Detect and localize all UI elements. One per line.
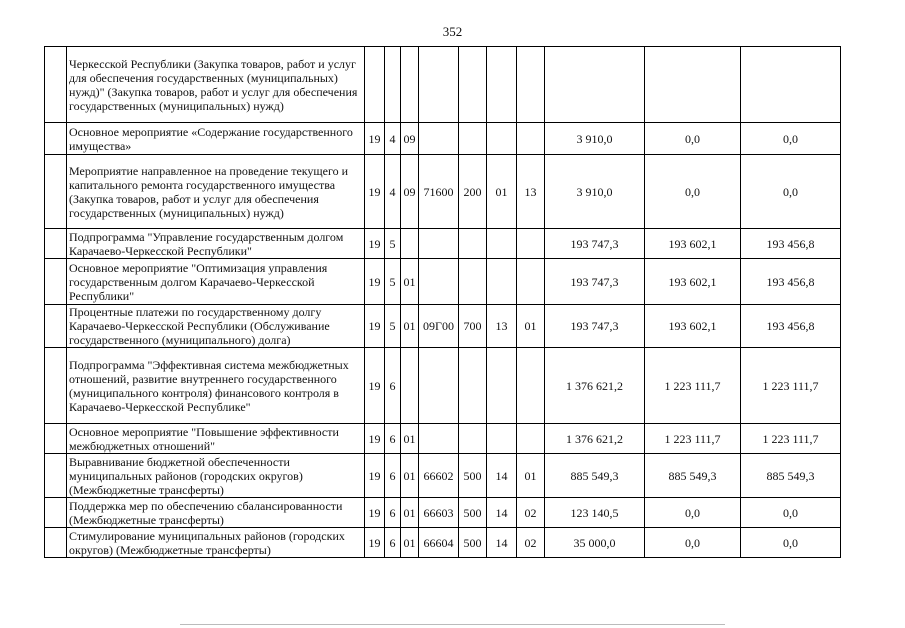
code-subsection-cell: 02 xyxy=(517,528,545,558)
amount-year3-cell: 193 456,8 xyxy=(741,259,841,305)
left-margin-cell xyxy=(45,229,67,259)
left-margin-cell xyxy=(45,348,67,424)
code-expense-type-cell xyxy=(459,348,487,424)
code-gp-cell: 19 xyxy=(365,348,385,424)
amount-year1-cell: 123 140,5 xyxy=(545,498,645,528)
amount-year2-cell: 0,0 xyxy=(645,123,741,155)
table-body xyxy=(45,47,841,558)
code-direction-cell: 66604 xyxy=(419,528,459,558)
left-margin-cell xyxy=(45,47,67,123)
row-name-cell: Основное мероприятие "Оптимизация управления государственным долгом Карачаево-Черкесской Республики" xyxy=(67,259,365,305)
code-section-cell xyxy=(487,424,517,454)
code-gp-cell: 19 xyxy=(365,229,385,259)
code-expense-type-cell xyxy=(459,47,487,123)
code-section-cell xyxy=(487,259,517,305)
code-direction-cell xyxy=(419,229,459,259)
code-main-event-cell: 01 xyxy=(401,528,419,558)
code-section-cell: 13 xyxy=(487,305,517,348)
code-subsection-cell xyxy=(517,348,545,424)
amount-year3-cell: 193 456,8 xyxy=(741,229,841,259)
code-main-event-cell xyxy=(401,348,419,424)
left-margin-cell xyxy=(45,528,67,558)
amount-year2-cell xyxy=(645,47,741,123)
page-number: 352 xyxy=(442,24,463,39)
code-direction-cell: 66602 xyxy=(419,454,459,498)
amount-year3-cell: 885 549,3 xyxy=(741,454,841,498)
code-direction-cell xyxy=(419,47,459,123)
code-gp-cell: 19 xyxy=(365,424,385,454)
code-direction-cell: 71600 xyxy=(419,155,459,229)
amount-year1-cell: 3 910,0 xyxy=(545,155,645,229)
code-gp-cell xyxy=(365,47,385,123)
code-section-cell: 01 xyxy=(487,155,517,229)
code-section-cell xyxy=(487,47,517,123)
code-direction-cell xyxy=(419,348,459,424)
amount-year2-cell: 193 602,1 xyxy=(645,229,741,259)
row-name-cell: Подпрограмма "Эффективная система межбюджетных отношений, развитие внутреннего государственного (муниципального контроля) финансового контроля в Карачаево-Черкесской Республике" xyxy=(67,348,365,424)
code-direction-cell xyxy=(419,123,459,155)
amount-year1-cell: 885 549,3 xyxy=(545,454,645,498)
code-subprogram-cell xyxy=(385,47,401,123)
page-bottom-edge xyxy=(0,620,905,628)
row-name-cell: Стимулирование муниципальных районов (городских округов) (Межбюджетные трансферты) xyxy=(67,528,365,558)
code-section-cell xyxy=(487,229,517,259)
code-expense-type-cell: 200 xyxy=(459,155,487,229)
code-main-event-cell: 01 xyxy=(401,424,419,454)
left-margin-cell xyxy=(45,498,67,528)
code-main-event-cell: 01 xyxy=(401,259,419,305)
code-section-cell: 14 xyxy=(487,528,517,558)
row-name-cell: Основное мероприятие "Повышение эффективности межбюджетных отношений" xyxy=(67,424,365,454)
table-row xyxy=(45,498,841,528)
code-direction-cell xyxy=(419,424,459,454)
code-expense-type-cell xyxy=(459,259,487,305)
table-row xyxy=(45,528,841,558)
code-subprogram-cell: 6 xyxy=(385,454,401,498)
code-gp-cell: 19 xyxy=(365,454,385,498)
budget-table xyxy=(44,46,841,558)
amount-year1-cell: 1 376 621,2 xyxy=(545,348,645,424)
amount-year2-cell: 0,0 xyxy=(645,155,741,229)
table-row xyxy=(45,123,841,155)
code-expense-type-cell: 500 xyxy=(459,454,487,498)
code-subsection-cell: 01 xyxy=(517,305,545,348)
code-subprogram-cell: 4 xyxy=(385,155,401,229)
code-gp-cell: 19 xyxy=(365,498,385,528)
code-expense-type-cell: 700 xyxy=(459,305,487,348)
code-main-event-cell: 09 xyxy=(401,123,419,155)
code-subprogram-cell: 5 xyxy=(385,259,401,305)
row-name-cell: Подпрограмма "Управление государственным долгом Карачаево-Черкесской Республики" xyxy=(67,229,365,259)
code-gp-cell: 19 xyxy=(365,305,385,348)
code-expense-type-cell: 500 xyxy=(459,528,487,558)
amount-year1-cell: 193 747,3 xyxy=(545,259,645,305)
amount-year2-cell: 193 602,1 xyxy=(645,305,741,348)
code-direction-cell: 09Г00 xyxy=(419,305,459,348)
code-expense-type-cell xyxy=(459,424,487,454)
code-expense-type-cell xyxy=(459,123,487,155)
amount-year1-cell: 193 747,3 xyxy=(545,229,645,259)
amount-year3-cell: 0,0 xyxy=(741,528,841,558)
code-subprogram-cell: 6 xyxy=(385,528,401,558)
left-margin-cell xyxy=(45,123,67,155)
code-subsection-cell: 02 xyxy=(517,498,545,528)
code-subprogram-cell: 5 xyxy=(385,305,401,348)
left-margin-cell xyxy=(45,305,67,348)
code-main-event-cell: 01 xyxy=(401,498,419,528)
code-subsection-cell xyxy=(517,424,545,454)
code-main-event-cell: 09 xyxy=(401,155,419,229)
code-subsection-cell xyxy=(517,259,545,305)
code-subsection-cell xyxy=(517,123,545,155)
amount-year3-cell: 0,0 xyxy=(741,123,841,155)
code-subprogram-cell: 6 xyxy=(385,348,401,424)
code-subsection-cell: 13 xyxy=(517,155,545,229)
code-subprogram-cell: 6 xyxy=(385,498,401,528)
code-subprogram-cell: 5 xyxy=(385,229,401,259)
code-gp-cell: 19 xyxy=(365,528,385,558)
amount-year2-cell: 193 602,1 xyxy=(645,259,741,305)
code-direction-cell: 66603 xyxy=(419,498,459,528)
code-expense-type-cell: 500 xyxy=(459,498,487,528)
code-subsection-cell xyxy=(517,229,545,259)
table-row xyxy=(45,259,841,305)
left-margin-cell xyxy=(45,424,67,454)
table-row xyxy=(45,424,841,454)
row-name-cell: Черкесской Республики (Закупка товаров, работ и услуг для обеспечения государственных (муниципальных) нужд)" (Закупка товаров, работ и услуг для обеспечения государственных (муниципальных) нужд) xyxy=(67,47,365,123)
amount-year2-cell: 0,0 xyxy=(645,498,741,528)
amount-year3-cell: 0,0 xyxy=(741,155,841,229)
code-gp-cell: 19 xyxy=(365,259,385,305)
row-name-cell: Процентные платежи по государственному долгу Карачаево-Черкесской Республики (Обслуживание государственного (муниципального) долга) xyxy=(67,305,365,348)
row-name-cell: Мероприятие направленное на проведение текущего и капитального ремонта государственного имущества (Закупка товаров, работ и услуг для обеспечения государственных (муниципальных) нужд) xyxy=(67,155,365,229)
code-main-event-cell xyxy=(401,47,419,123)
amount-year3-cell xyxy=(741,47,841,123)
amount-year3-cell: 0,0 xyxy=(741,498,841,528)
table-row xyxy=(45,348,841,424)
code-main-event-cell: 01 xyxy=(401,454,419,498)
code-gp-cell: 19 xyxy=(365,123,385,155)
code-main-event-cell xyxy=(401,229,419,259)
code-subsection-cell: 01 xyxy=(517,454,545,498)
code-section-cell xyxy=(487,123,517,155)
amount-year1-cell: 3 910,0 xyxy=(545,123,645,155)
code-subprogram-cell: 6 xyxy=(385,424,401,454)
table-row xyxy=(45,47,841,123)
amount-year1-cell: 1 376 621,2 xyxy=(545,424,645,454)
table-row xyxy=(45,454,841,498)
amount-year1-cell: 35 000,0 xyxy=(545,528,645,558)
code-subprogram-cell: 4 xyxy=(385,123,401,155)
code-section-cell xyxy=(487,348,517,424)
code-gp-cell: 19 xyxy=(365,155,385,229)
table-row xyxy=(45,305,841,348)
left-margin-cell xyxy=(45,454,67,498)
amount-year3-cell: 1 223 111,7 xyxy=(741,424,841,454)
amount-year2-cell: 1 223 111,7 xyxy=(645,424,741,454)
table-row xyxy=(45,155,841,229)
amount-year3-cell: 193 456,8 xyxy=(741,305,841,348)
code-direction-cell xyxy=(419,259,459,305)
left-margin-cell xyxy=(45,259,67,305)
amount-year2-cell: 885 549,3 xyxy=(645,454,741,498)
amount-year2-cell: 1 223 111,7 xyxy=(645,348,741,424)
code-expense-type-cell xyxy=(459,229,487,259)
table-row xyxy=(45,229,841,259)
code-section-cell: 14 xyxy=(487,498,517,528)
left-margin-cell xyxy=(45,155,67,229)
row-name-cell: Поддержка мер по обеспечению сбалансированности (Межбюджетные трансферты) xyxy=(67,498,365,528)
amount-year1-cell xyxy=(545,47,645,123)
amount-year1-cell: 193 747,3 xyxy=(545,305,645,348)
amount-year2-cell: 0,0 xyxy=(645,528,741,558)
amount-year3-cell: 1 223 111,7 xyxy=(741,348,841,424)
row-name-cell: Основное мероприятие «Содержание государственного имущества» xyxy=(67,123,365,155)
code-subsection-cell xyxy=(517,47,545,123)
code-section-cell: 14 xyxy=(487,454,517,498)
code-main-event-cell: 01 xyxy=(401,305,419,348)
row-name-cell: Выравнивание бюджетной обеспеченности муниципальных районов (городских округов) (Межбюджетные трансферты) xyxy=(67,454,365,498)
